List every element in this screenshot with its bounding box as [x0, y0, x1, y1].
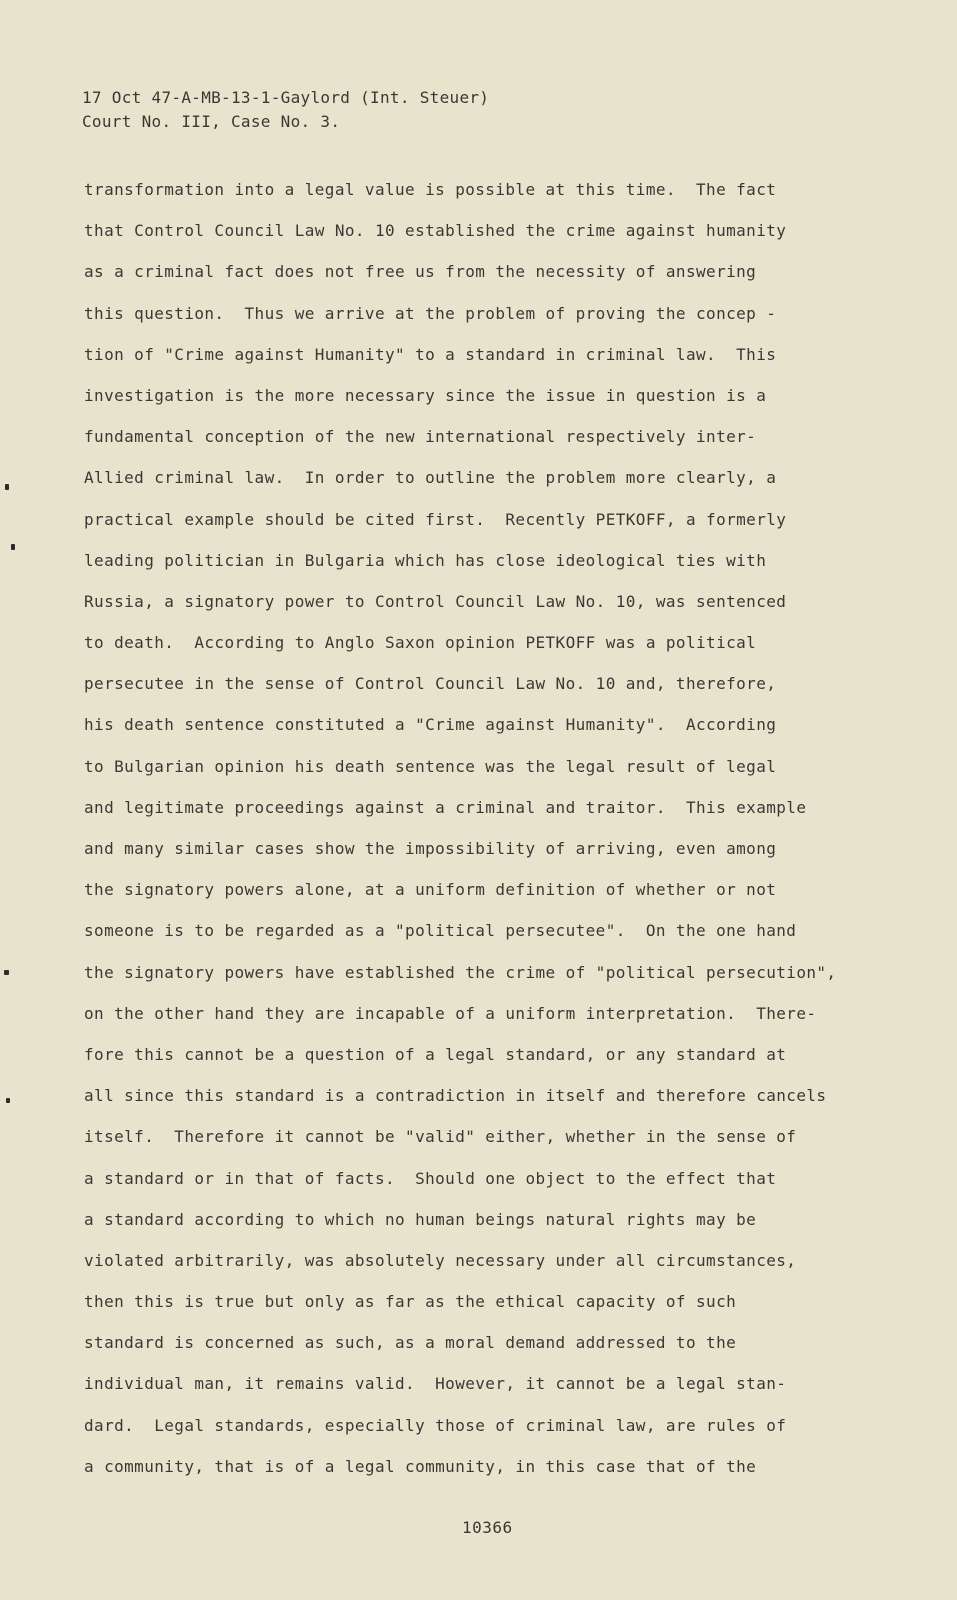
- text-line: and legitimate proceedings against a criminal and traitor. This example: [84, 797, 807, 817]
- text-line: Allied criminal law. In order to outline the problem more clearly, a: [84, 468, 777, 488]
- text-line: that Control Council Law No. 10 established the crime against humanity: [84, 221, 787, 241]
- body-text: [84, 178, 884, 1496]
- text-line: leading politician in Bulgaria which has close ideological ties with: [84, 550, 767, 570]
- text-line: investigation is the more necessary since the issue in question is a: [84, 385, 767, 405]
- text-line: fundamental conception of the new international respectively inter-: [84, 427, 757, 447]
- text-line: on the other hand they are incapable of a uniform interpretation. There-: [84, 1003, 817, 1023]
- text-line: transformation into a legal value is possible at this time. The fact: [84, 180, 777, 199]
- document-header: [82, 86, 489, 134]
- margin-mark: [6, 1098, 10, 1103]
- text-line: a community, that is of a legal community, in this case that of the: [84, 1456, 757, 1476]
- text-line: individual man, it remains valid. However, it cannot be a legal stan-: [84, 1374, 787, 1394]
- text-line: someone is to be regarded as a "political persecutee". On the one hand: [84, 921, 797, 941]
- text-line: a standard or in that of facts. Should one object to the effect that: [84, 1168, 777, 1188]
- text-line: a standard according to which no human beings natural rights may be: [84, 1209, 757, 1229]
- page-number: 10366: [462, 1518, 513, 1537]
- text-line: as a criminal fact does not free us from the necessity of answering: [84, 262, 757, 282]
- text-line: the signatory powers have established the crime of "political persecution",: [84, 962, 837, 982]
- text-line: violated arbitrarily, was absolutely necessary under all circumstances,: [84, 1250, 797, 1270]
- text-line: the signatory powers alone, at a uniform definition of whether or not: [84, 880, 777, 900]
- margin-mark: [5, 484, 9, 490]
- text-line: tion of "Crime against Humanity" to a standard in criminal law. This: [84, 344, 777, 364]
- text-line: Russia, a signatory power to Control Council Law No. 10, was sentenced: [84, 591, 787, 611]
- text-line: practical example should be cited first. Recently PETKOFF, a formerly: [84, 509, 787, 529]
- text-line: then this is true but only as far as the ethical capacity of such: [84, 1292, 737, 1312]
- text-line: itself. Therefore it cannot be "valid" either, whether in the sense of: [84, 1127, 797, 1147]
- text-line: and many similar cases show the impossibility of arriving, even among: [84, 839, 777, 858]
- text-line: to Bulgarian opinion his death sentence was the legal result of legal: [84, 756, 777, 776]
- text-line: persecutee in the sense of Control Council Law No. 10 and, therefore,: [84, 674, 777, 694]
- text-line: his death sentence constituted a "Crime against Humanity". According: [84, 715, 777, 735]
- text-line: this question. Thus we arrive at the problem of proving the concep -: [84, 303, 777, 323]
- text-line: standard is concerned as such, as a moral demand addressed to the: [84, 1333, 737, 1353]
- header-line-1: 17 Oct 47-A-MB-13-1-Gaylord (Int. Steuer): [82, 88, 490, 107]
- text-line: to death. According to Anglo Saxon opinion PETKOFF was a political: [84, 633, 757, 653]
- header-line-2: Court No. III, Case No. 3.: [82, 112, 341, 131]
- text-line: fore this cannot be a question of a legal standard, or any standard at: [84, 1044, 787, 1064]
- text-line: all since this standard is a contradiction in itself and therefore cancels: [84, 1086, 827, 1106]
- text-line: dard. Legal standards, especially those of criminal law, are rules of: [84, 1415, 787, 1435]
- margin-mark: [4, 970, 9, 975]
- margin-mark: [11, 544, 15, 550]
